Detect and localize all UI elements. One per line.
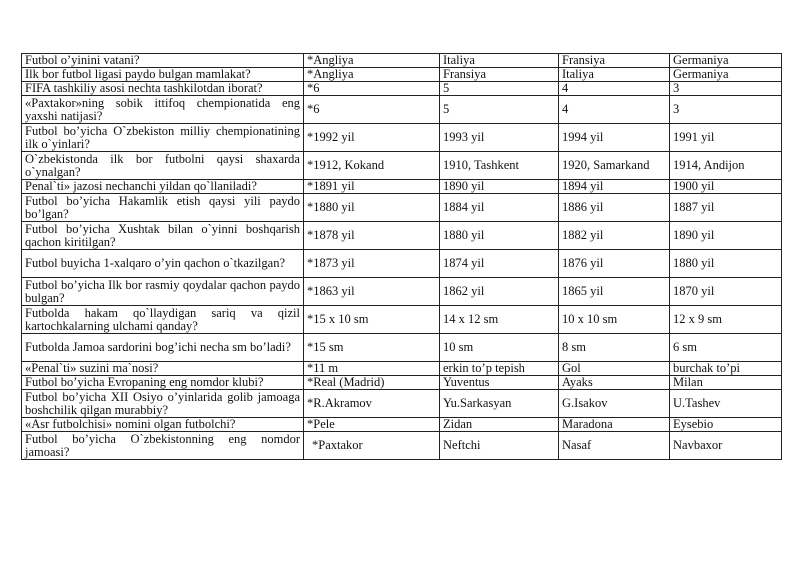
question-cell: «Paxtakor»ning sobik ittifoq chempionatida eng yaxshi natijasi? — [22, 96, 304, 124]
answer-option-cell: 1900 yil — [670, 180, 782, 194]
answer-option-cell: 1862 yil — [440, 278, 559, 306]
question-cell: Futbol buyicha 1-xalqaro o’yin qachon o`tkazilgan? — [22, 250, 304, 278]
correct-answer-cell: *1873 yil — [304, 250, 440, 278]
answer-option-cell: 1887 yil — [670, 194, 782, 222]
correct-answer-cell: *1880 yil — [304, 194, 440, 222]
answer-option-cell: 1880 yil — [670, 250, 782, 278]
question-cell: Penal`ti» jazosi nechanchi yildan qo`llaniladi? — [22, 180, 304, 194]
answer-option-cell: 8 sm — [559, 334, 670, 362]
answer-option-cell: 1880 yil — [440, 222, 559, 250]
correct-answer-cell: *11 m — [304, 362, 440, 376]
answer-option-cell: Eysebio — [670, 418, 782, 432]
table-row — [22, 432, 782, 460]
correct-answer-cell: *1891 yil — [304, 180, 440, 194]
answer-option-cell: Yu.Sarkasyan — [440, 390, 559, 418]
answer-option-cell: U.Tashev — [670, 390, 782, 418]
table-row — [22, 180, 782, 194]
answer-option-cell: 1890 yil — [440, 180, 559, 194]
question-cell: O`zbekistonda ilk bor futbolni qaysi shaxarda o`ynalgan? — [22, 152, 304, 180]
answer-option-cell: Germaniya — [670, 68, 782, 82]
correct-answer-cell: *1912, Kokand — [304, 152, 440, 180]
table-row — [22, 306, 782, 334]
answer-option-cell: 1890 yil — [670, 222, 782, 250]
answer-option-cell: 6 sm — [670, 334, 782, 362]
table-row — [22, 194, 782, 222]
question-cell: Futbol bo’yicha Hakamlik etish qaysi yili paydo bo’lgan? — [22, 194, 304, 222]
answer-option-cell: Navbaxor — [670, 432, 782, 460]
question-cell: Futbol bo’yicha Ilk bor rasmiy qoydalar qachon paydo bulgan? — [22, 278, 304, 306]
answer-option-cell: Ayaks — [559, 376, 670, 390]
question-cell: Ilk bor futbol ligasi paydo bulgan mamlakat? — [22, 68, 304, 82]
correct-answer-cell: *6 — [304, 96, 440, 124]
table-row — [22, 222, 782, 250]
table-row — [22, 376, 782, 390]
question-cell: Futbolda Jamoa sardorini bog’ichi necha sm bo’ladi? — [22, 334, 304, 362]
question-cell: «Penal`ti» suzini ma`nosi? — [22, 362, 304, 376]
answer-option-cell: G.Isakov — [559, 390, 670, 418]
quiz-table-body — [22, 54, 782, 460]
answer-option-cell: Milan — [670, 376, 782, 390]
correct-answer-cell: *Pele — [304, 418, 440, 432]
answer-option-cell: 12 x 9 sm — [670, 306, 782, 334]
question-cell: «Asr futbolchisi» nomini olgan futbolchi? — [22, 418, 304, 432]
answer-option-cell: 1876 yil — [559, 250, 670, 278]
correct-answer-cell: *Angliya — [304, 68, 440, 82]
correct-answer-cell: *6 — [304, 82, 440, 96]
answer-option-cell: 10 x 10 sm — [559, 306, 670, 334]
correct-answer-cell: *15 sm — [304, 334, 440, 362]
answer-option-cell: 1994 yil — [559, 124, 670, 152]
answer-option-cell: Italiya — [440, 54, 559, 68]
answer-option-cell: Zidan — [440, 418, 559, 432]
table-row — [22, 390, 782, 418]
table-row — [22, 250, 782, 278]
answer-option-cell: Nasaf — [559, 432, 670, 460]
answer-option-cell: erkin to’p tepish — [440, 362, 559, 376]
answer-option-cell: 1884 yil — [440, 194, 559, 222]
answer-option-cell: Italiya — [559, 68, 670, 82]
table-row — [22, 334, 782, 362]
answer-option-cell: 1894 yil — [559, 180, 670, 194]
table-row — [22, 54, 782, 68]
answer-option-cell: 1910, Tashkent — [440, 152, 559, 180]
question-cell: FIFA tashkiliy asosi nechta tashkilotdan iborat? — [22, 82, 304, 96]
question-cell: Futbol bo’yicha Xushtak bilan o`yinni boshqarish qachon kiritilgan? — [22, 222, 304, 250]
correct-answer-cell: *1863 yil — [304, 278, 440, 306]
answer-option-cell: 3 — [670, 82, 782, 96]
answer-option-cell: 1882 yil — [559, 222, 670, 250]
answer-option-cell: 3 — [670, 96, 782, 124]
correct-answer-cell: *R.Akramov — [304, 390, 440, 418]
table-row — [22, 278, 782, 306]
answer-option-cell: burchak to’pi — [670, 362, 782, 376]
question-cell: Futbolda hakam qo`llaydigan sariq va qizil kartochkalarning ulchami qanday? — [22, 306, 304, 334]
answer-option-cell: 1865 yil — [559, 278, 670, 306]
answer-option-cell: 14 x 12 sm — [440, 306, 559, 334]
table-row — [22, 68, 782, 82]
answer-option-cell: 1914, Andijon — [670, 152, 782, 180]
correct-answer-cell: *Paxtakor — [304, 432, 440, 460]
table-row — [22, 82, 782, 96]
table-row — [22, 124, 782, 152]
question-cell: Futbol o’yinini vatani? — [22, 54, 304, 68]
correct-answer-cell: *15 x 10 sm — [304, 306, 440, 334]
answer-option-cell: Gol — [559, 362, 670, 376]
answer-option-cell: 1993 yil — [440, 124, 559, 152]
correct-answer-cell: *Angliya — [304, 54, 440, 68]
table-row — [22, 96, 782, 124]
quiz-document — [21, 53, 781, 460]
table-row — [22, 362, 782, 376]
question-cell: Futbol bo’yicha XII Osiyo o’yinlarida golib jamoaga boshchilik qilgan murabbiy? — [22, 390, 304, 418]
answer-option-cell: 1991 yil — [670, 124, 782, 152]
answer-option-cell: Germaniya — [670, 54, 782, 68]
table-row — [22, 418, 782, 432]
answer-option-cell: 1920, Samarkand — [559, 152, 670, 180]
question-cell: Futbol bo’yicha O`zbekistonning eng nomdor jamoasi? — [22, 432, 304, 460]
correct-answer-cell: *1992 yil — [304, 124, 440, 152]
answer-option-cell: Neftchi — [440, 432, 559, 460]
answer-option-cell: 10 sm — [440, 334, 559, 362]
answer-option-cell: 1886 yil — [559, 194, 670, 222]
correct-answer-cell: *1878 yil — [304, 222, 440, 250]
question-cell: Futbol bo’yicha Evropaning eng nomdor klubi? — [22, 376, 304, 390]
answer-option-cell: 4 — [559, 96, 670, 124]
quiz-table — [21, 53, 782, 460]
answer-option-cell: Fransiya — [559, 54, 670, 68]
correct-answer-cell: *Real (Madrid) — [304, 376, 440, 390]
answer-option-cell: 5 — [440, 96, 559, 124]
answer-option-cell: 1870 yil — [670, 278, 782, 306]
answer-option-cell: Maradona — [559, 418, 670, 432]
table-row — [22, 152, 782, 180]
answer-option-cell: 1874 yil — [440, 250, 559, 278]
answer-option-cell: 4 — [559, 82, 670, 96]
question-cell: Futbol bo’yicha O`zbekiston milliy chempionatining ilk o`yinlari? — [22, 124, 304, 152]
answer-option-cell: Yuventus — [440, 376, 559, 390]
answer-option-cell: Fransiya — [440, 68, 559, 82]
answer-option-cell: 5 — [440, 82, 559, 96]
